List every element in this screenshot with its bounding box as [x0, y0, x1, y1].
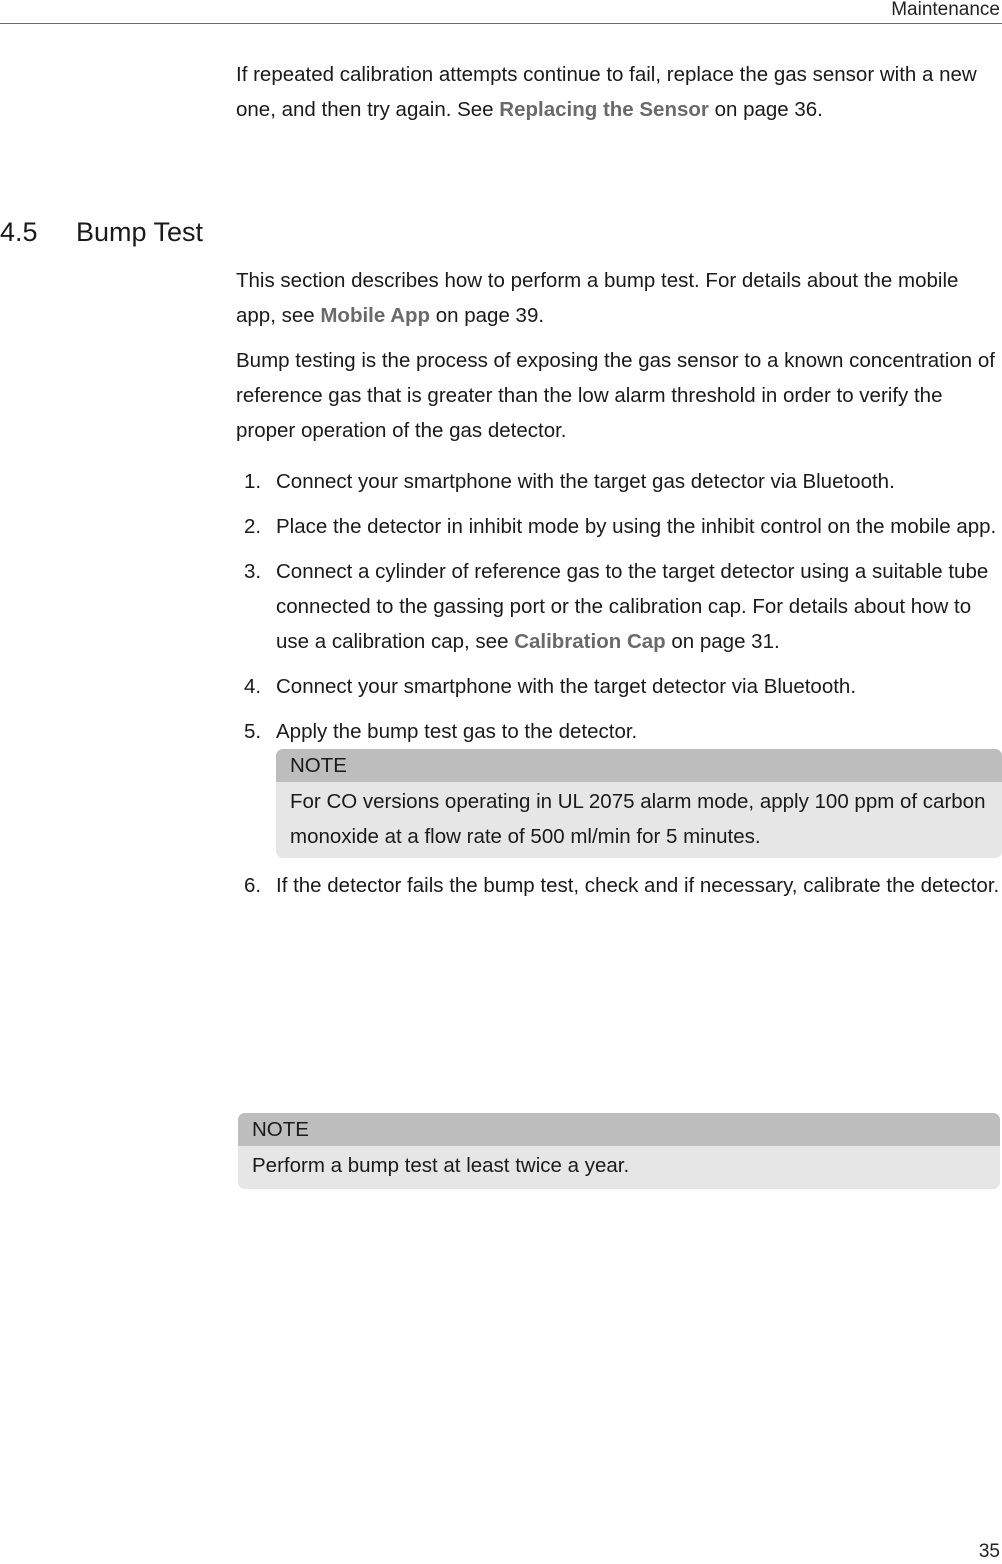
step-1 — [236, 464, 1002, 499]
step-3 — [236, 554, 1002, 659]
section-heading — [0, 214, 203, 250]
bump-frequency-note — [238, 1113, 1000, 1189]
running-header-title: Maintenance — [891, 0, 1000, 20]
step-number: 5. — [244, 720, 262, 743]
step-number: 1. — [244, 470, 262, 493]
step-2 — [236, 509, 1002, 544]
intro-text: If repeated calibration attempts continue to fail, replace the gas sensor with a new one, and then try again. See — [236, 63, 977, 121]
step-number: 6. — [244, 874, 262, 897]
bump-definition-paragraph: Bump testing is the process of exposing the gas sensor to a known concentration of reference gas that is greater than the low alarm threshold in order to verify the proper operation of the gas detector. — [236, 349, 995, 442]
step-5-note — [276, 749, 1002, 858]
step-text: Place the detector in inhibit mode by using the inhibit control on the mobile app. — [276, 515, 997, 538]
mobile-app-link[interactable]: Mobile App — [320, 304, 431, 327]
section-title: Bump Test — [76, 217, 204, 247]
section-intro-text-end: on page 39. — [430, 304, 545, 327]
intro-paragraph — [236, 57, 1002, 127]
replacing-sensor-link[interactable]: Replacing the Sensor — [499, 98, 709, 121]
step-text: Connect your smartphone with the target detector via Bluetooth. — [276, 675, 857, 698]
calibration-cap-link[interactable]: Calibration Cap — [514, 630, 666, 653]
step-text: Connect your smartphone with the target gas detector via Bluetooth. — [276, 470, 895, 493]
step-text: Apply the bump test gas to the detector. — [276, 720, 638, 743]
step-number: 2. — [244, 515, 262, 538]
step-text-end: on page 31. — [665, 630, 780, 653]
step-number: 4. — [244, 675, 262, 698]
step-number: 3. — [244, 560, 262, 583]
note-heading: NOTE — [238, 1113, 1000, 1146]
procedure-steps — [236, 464, 1002, 913]
note-text: For CO versions operating in UL 2075 alarm mode, apply 100 ppm of carbon monoxide at a flow rate of 500 ml/min for 5 minutes. — [290, 790, 986, 848]
intro-text-end: on page 36. — [708, 98, 823, 121]
note-text: Perform a bump test at least twice a year. — [252, 1154, 630, 1177]
step-6 — [236, 868, 1002, 903]
section-intro-paragraph — [236, 263, 1002, 333]
step-4 — [236, 669, 1002, 704]
note-heading: NOTE — [276, 749, 1002, 782]
page-number: 35 — [978, 1541, 1000, 1562]
section-intro-text: This section describes how to perform a bump test. For details about the mobile app, see — [236, 269, 959, 327]
section-number: 4.5 — [0, 217, 38, 247]
header-rule — [0, 23, 1002, 24]
step-text: Connect a cylinder of reference gas to the target detector using a suitable tube connected to the gassing port or the calibration cap. For details about how to use a calibration cap, see — [276, 560, 989, 653]
step-text: If the detector fails the bump test, check and if necessary, calibrate the detector. — [276, 874, 1000, 897]
step-5 — [236, 714, 1002, 858]
